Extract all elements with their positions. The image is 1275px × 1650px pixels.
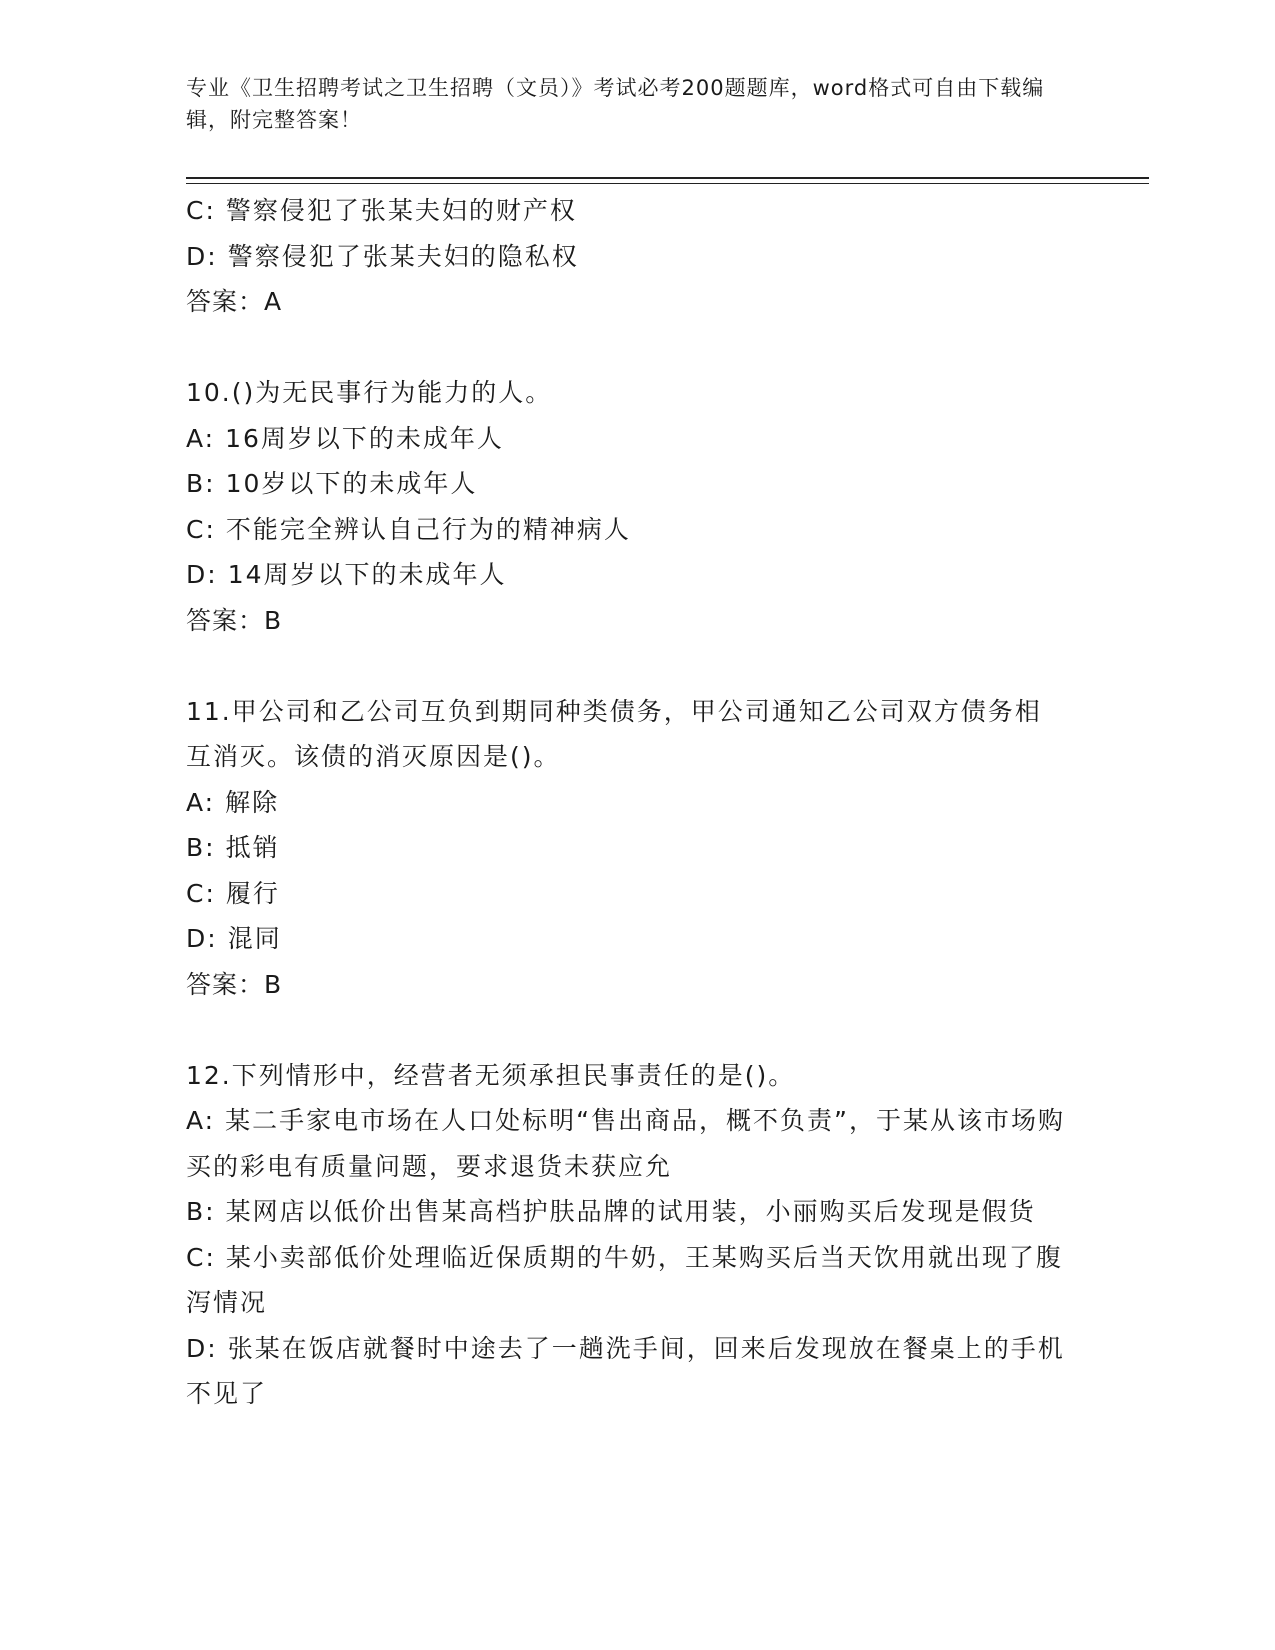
option-text: 不能完全辨认自己行为的精神病人 xyxy=(225,514,631,544)
header-rule-thick xyxy=(186,177,1149,179)
option-key: A: xyxy=(186,423,216,453)
option-key: C: xyxy=(186,878,216,908)
answer-line: 答案：B xyxy=(186,605,283,635)
option-key: D: xyxy=(186,241,218,271)
option-line xyxy=(186,1189,1066,1235)
option-line xyxy=(186,188,1066,234)
option-key: D: xyxy=(186,560,218,589)
option-text: 16周岁以下的未成年人 xyxy=(225,423,504,453)
spacer xyxy=(186,1007,1066,1053)
option-key: A: xyxy=(186,787,216,817)
option-text: 某网店以低价出售某高档护肤品牌的试用装，小丽购买后发现是假货 xyxy=(225,1197,1036,1226)
option-line xyxy=(186,1235,1066,1326)
spacer xyxy=(186,643,1066,689)
question-stem: 11.甲公司和乙公司互负到期同种类债务，甲公司通知乙公司双方债务相互消灭。该债的消灭原因是()。 xyxy=(186,696,1042,771)
option-key: A: xyxy=(186,1106,216,1135)
option-key: D: xyxy=(186,1333,218,1363)
document-header: 专业《卫生招聘考试之卫生招聘（文员）》考试必考200题题库，word格式可自由下载编辑，附完整答案！ xyxy=(186,76,1045,132)
option-line xyxy=(186,871,1066,917)
option-text: 10岁以下的未成年人 xyxy=(225,469,478,498)
option-text: 抵销 xyxy=(225,833,280,862)
option-key: D: xyxy=(186,924,218,953)
answer-line: 答案：B xyxy=(186,969,283,999)
option-key: B: xyxy=(186,833,216,862)
option-key: C: xyxy=(186,1242,216,1272)
option-line xyxy=(186,1326,1066,1417)
option-text: 警察侵犯了张某夫妇的财产权 xyxy=(225,196,577,225)
option-line xyxy=(186,461,1066,507)
option-line xyxy=(186,416,1066,462)
option-line xyxy=(186,780,1066,826)
option-text: 混同 xyxy=(227,924,282,953)
option-text: 警察侵犯了张某夫妇的隐私权 xyxy=(227,241,579,271)
header-rule-thin xyxy=(186,183,1149,184)
option-text: 张某在饭店就餐时中途去了一趟洗手间，回来后发现放在餐桌上的手机不见了 xyxy=(186,1333,1065,1408)
option-text: 履行 xyxy=(225,878,280,908)
question-stem: 10.()为无民事行为能力的人。 xyxy=(186,378,553,407)
option-line xyxy=(186,552,1066,598)
option-text: 解除 xyxy=(225,787,280,817)
option-text: 某小卖部低价处理临近保质期的牛奶，王某购买后当天饮用就出现了腹泻情况 xyxy=(186,1242,1063,1317)
option-line xyxy=(186,825,1066,871)
option-key: B: xyxy=(186,469,216,498)
question-body xyxy=(186,188,1066,1417)
option-line xyxy=(186,1098,1066,1189)
option-key: C: xyxy=(186,196,216,225)
option-text: 某二手家电市场在人口处标明“售出商品，概不负责”，于某从该市场购买的彩电有质量问题，要求退货未获应允 xyxy=(186,1106,1065,1181)
question-stem: 12.下列情形中，经营者无须承担民事责任的是()。 xyxy=(186,1060,796,1090)
option-line xyxy=(186,916,1066,962)
option-key: B: xyxy=(186,1197,216,1226)
spacer xyxy=(186,325,1066,371)
option-line xyxy=(186,507,1066,553)
answer-line: 答案：A xyxy=(186,287,283,316)
option-line xyxy=(186,234,1066,280)
option-key: C: xyxy=(186,514,216,544)
option-text: 14周岁以下的未成年人 xyxy=(227,560,507,589)
